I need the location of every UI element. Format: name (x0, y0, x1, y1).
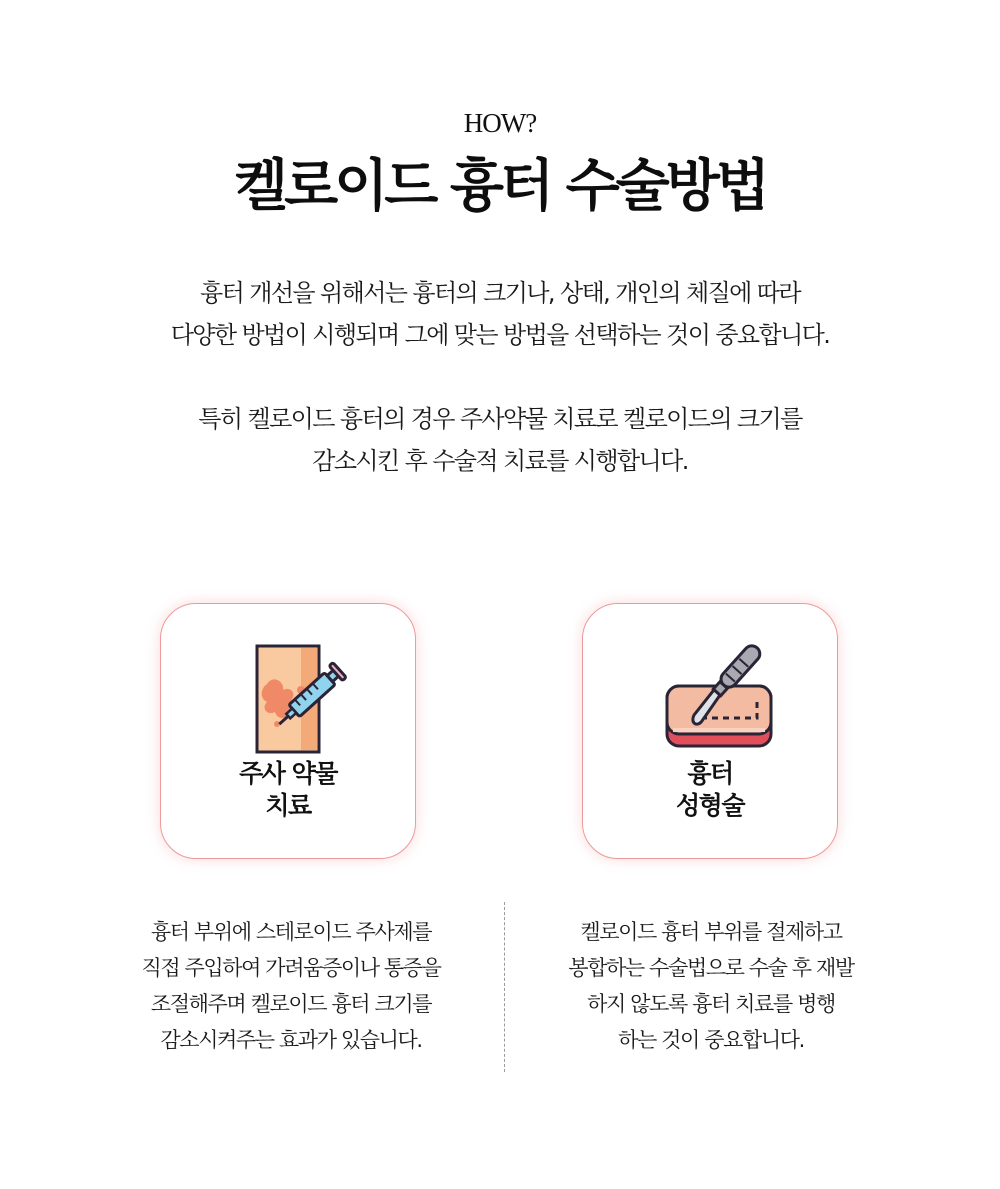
method-description-injection (101, 914, 481, 1058)
method-card-label (161, 758, 415, 822)
description-line: 하지 않도록 흉터 치료를 병행 (587, 992, 835, 1016)
method-card-label (583, 758, 837, 822)
label-line: 치료 (265, 791, 311, 820)
intro-text (0, 272, 1000, 482)
description-line: 조절해주며 켈로이드 흉터 크기를 (150, 992, 432, 1016)
intro-line: 다양한 방법이 시행되며 그에 맞는 방법을 선택하는 것이 중요합니다. (170, 321, 830, 349)
syringe-injection-icon (239, 638, 351, 754)
description-line: 켈로이드 흉터 부위를 절제하고 (580, 920, 842, 944)
eyebrow-label: HOW? (463, 108, 537, 138)
intro-line: 흉터 개선을 위해서는 흉터의 크기나, 상태, 개인의 체질에 따라 (200, 279, 800, 307)
label-line: 흉터 (687, 759, 733, 788)
description-line: 흉터 부위에 스테로이드 주사제를 (150, 920, 432, 944)
description-line: 감소시켜주는 효과가 있습니다. (160, 1028, 422, 1052)
description-line: 하는 것이 중요합니다. (618, 1028, 804, 1052)
label-line: 주사 약물 (239, 759, 337, 788)
method-description-surgery (521, 914, 901, 1058)
intro-line: 특히 켈로이드 흉터의 경우 주사약물 치료로 켈로이드의 크기를 (198, 405, 802, 433)
page-title: 켈로이드 흉터 수술방법 (234, 154, 766, 219)
scalpel-surgery-icon (661, 638, 773, 754)
method-card-injection (160, 603, 416, 859)
description-line: 직접 주입하여 가려움증이나 통증을 (141, 956, 441, 980)
label-line: 성형술 (676, 791, 744, 820)
column-divider (504, 902, 505, 1072)
intro-line: 감소시킨 후 수술적 치료를 시행합니다. (312, 447, 688, 475)
method-card-surgery (582, 603, 838, 859)
description-line: 봉합하는 수술법으로 수술 후 재발 (568, 956, 854, 980)
